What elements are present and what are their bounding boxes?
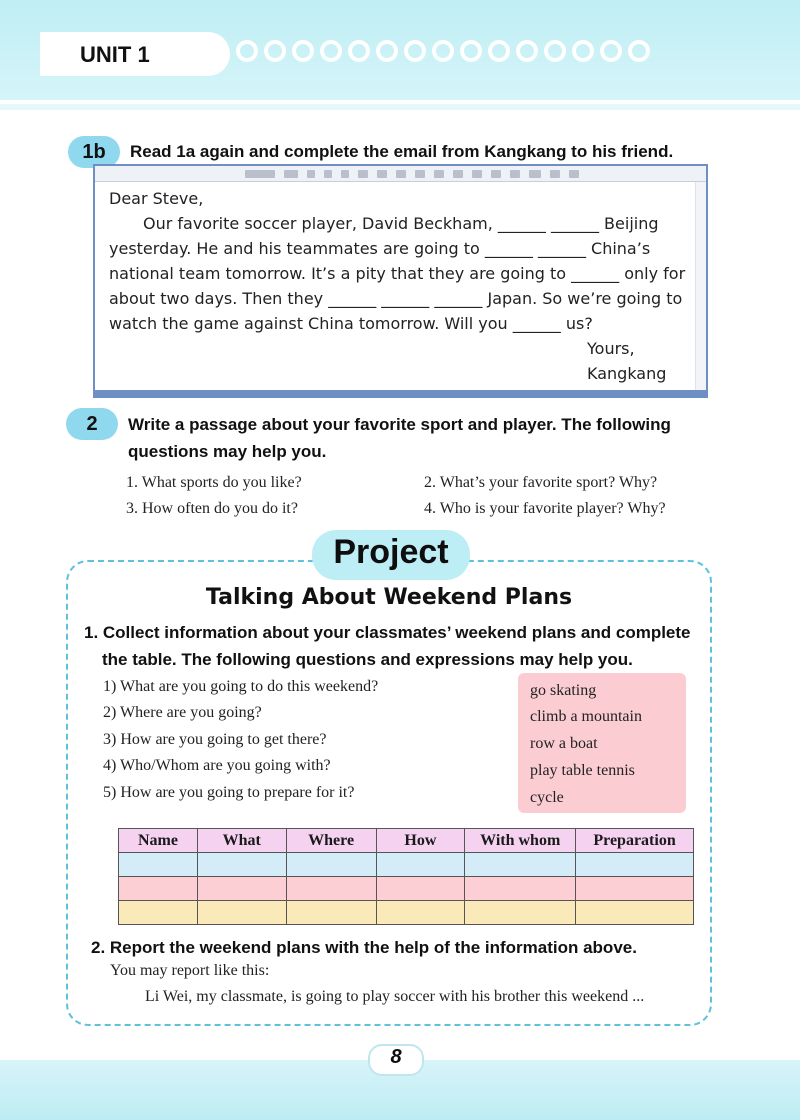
table-cell[interactable] <box>119 853 198 877</box>
table-cell[interactable] <box>576 901 694 925</box>
project-step2: 2. Report the weekend plans with the help of the information above. <box>91 938 637 957</box>
task-badge-2: 2 <box>66 408 118 440</box>
task-2-instruction-line1: Write a passage about your favorite sport and player. The following <box>128 415 671 434</box>
table-header: Name <box>119 829 198 853</box>
table-row <box>119 901 694 925</box>
text-color-icon[interactable] <box>358 170 368 178</box>
email-scrollbar[interactable] <box>695 182 706 396</box>
email-line: about two days. Then they ______ ______ ______ Japan. So we’re going to <box>109 289 683 308</box>
table-cell[interactable] <box>286 853 376 877</box>
ring-icon <box>572 40 594 62</box>
email-toolbar <box>95 166 706 182</box>
task-1b-instruction: Read 1a again and complete the email from Kangkang to his friend. <box>130 142 674 161</box>
ring-icon <box>404 40 426 62</box>
numbered-list-icon[interactable] <box>377 170 387 178</box>
help-question: 1) What are you going to do this weekend? <box>103 678 379 695</box>
ring-icon <box>376 40 398 62</box>
email-body[interactable] <box>109 186 689 386</box>
ring-icon <box>544 40 566 62</box>
report-lead: You may report like this: <box>110 962 270 979</box>
table-cell[interactable] <box>119 901 198 925</box>
email-window <box>93 164 708 398</box>
ring-icon <box>320 40 342 62</box>
email-greeting: Dear Steve, <box>109 189 204 208</box>
align-center-icon[interactable] <box>472 170 482 178</box>
bold-icon[interactable] <box>307 170 315 178</box>
link-icon[interactable] <box>550 170 560 178</box>
decorative-rings <box>236 36 650 68</box>
underline-icon[interactable] <box>341 170 349 178</box>
ring-icon <box>516 40 538 62</box>
email-line: Our favorite soccer player, David Beckham, ______ ______ Beijing <box>143 214 659 233</box>
email-line: yesterday. He and his teammates are going to ______ ______ China’s <box>109 239 651 258</box>
align-right-icon[interactable] <box>491 170 501 178</box>
ring-icon <box>292 40 314 62</box>
table-row <box>119 853 694 877</box>
header-divider <box>0 104 800 110</box>
email-line: watch the game against China tomorrow. Will you ______ us? <box>109 314 593 333</box>
help-question: 3) How are you going to get there? <box>103 731 327 748</box>
ring-icon <box>460 40 482 62</box>
question-item: 1. What sports do you like? <box>126 474 302 491</box>
ring-icon <box>600 40 622 62</box>
expression-item: play table tennis <box>530 762 635 779</box>
table-cell[interactable] <box>197 853 286 877</box>
ring-icon <box>432 40 454 62</box>
table-cell[interactable] <box>197 877 286 901</box>
justify-icon[interactable] <box>510 170 520 178</box>
expression-item: go skating <box>530 682 597 699</box>
table-cell[interactable] <box>465 901 576 925</box>
table-row <box>119 877 694 901</box>
ring-icon <box>264 40 286 62</box>
bullet-list-icon[interactable] <box>396 170 406 178</box>
table-cell[interactable] <box>465 877 576 901</box>
table-header: With whom <box>465 829 576 853</box>
table-header: Where <box>286 829 376 853</box>
task-badge-1b: 1b <box>68 136 120 168</box>
ring-icon <box>488 40 510 62</box>
project-step1-line1: 1. Collect information about your classmates’ weekend plans and complete <box>84 623 691 642</box>
table-cell[interactable] <box>119 877 198 901</box>
format-icon[interactable] <box>284 170 298 178</box>
email-closing: Yours, <box>587 339 635 358</box>
email-window-bottom-bar <box>95 390 706 396</box>
help-question: 4) Who/Whom are you going with? <box>103 757 331 774</box>
weekend-plans-table <box>118 828 694 925</box>
project-title: Project <box>333 533 449 571</box>
font-size-dropdown[interactable] <box>245 170 275 178</box>
ring-icon <box>628 40 650 62</box>
unit-title: UNIT 1 <box>80 42 150 67</box>
outdent-icon[interactable] <box>415 170 425 178</box>
expression-item: row a boat <box>530 735 598 752</box>
table-header: What <box>197 829 286 853</box>
table-header-row <box>119 829 694 853</box>
table-cell[interactable] <box>576 877 694 901</box>
task-2-instruction-line2: questions may help you. <box>128 442 327 461</box>
table-cell[interactable] <box>576 853 694 877</box>
image-icon[interactable] <box>569 170 579 178</box>
project-subtitle: Talking About Weekend Plans <box>205 585 573 610</box>
report-example: Li Wei, my classmate, is going to play soccer with his brother this weekend ... <box>145 988 645 1005</box>
table-cell[interactable] <box>286 901 376 925</box>
table-cell[interactable] <box>197 901 286 925</box>
table-header: How <box>376 829 465 853</box>
horizontal-rule-icon[interactable] <box>529 170 541 178</box>
help-question: 2) Where are you going? <box>103 704 262 721</box>
table-cell[interactable] <box>286 877 376 901</box>
indent-icon[interactable] <box>434 170 444 178</box>
table-cell[interactable] <box>465 853 576 877</box>
expression-item: climb a mountain <box>530 708 642 725</box>
email-signature: Kangkang <box>587 364 667 383</box>
align-left-icon[interactable] <box>453 170 463 178</box>
italic-icon[interactable] <box>324 170 332 178</box>
email-line: national team tomorrow. It’s a pity that they are going to ______ only for <box>109 264 686 283</box>
question-item: 3. How often do you do it? <box>126 500 298 517</box>
help-question: 5) How are you going to prepare for it? <box>103 784 355 801</box>
page-number: 8 <box>390 1046 402 1068</box>
table-cell[interactable] <box>376 877 465 901</box>
ring-icon <box>236 40 258 62</box>
table-cell[interactable] <box>376 901 465 925</box>
ring-icon <box>348 40 370 62</box>
expression-item: cycle <box>530 789 564 806</box>
question-item: 2. What’s your favorite sport? Why? <box>424 474 658 491</box>
project-step1-line2: the table. The following questions and expressions may help you. <box>102 650 633 669</box>
table-cell[interactable] <box>376 853 465 877</box>
table-header: Preparation <box>576 829 694 853</box>
question-item: 4. Who is your favorite player? Why? <box>424 500 666 517</box>
